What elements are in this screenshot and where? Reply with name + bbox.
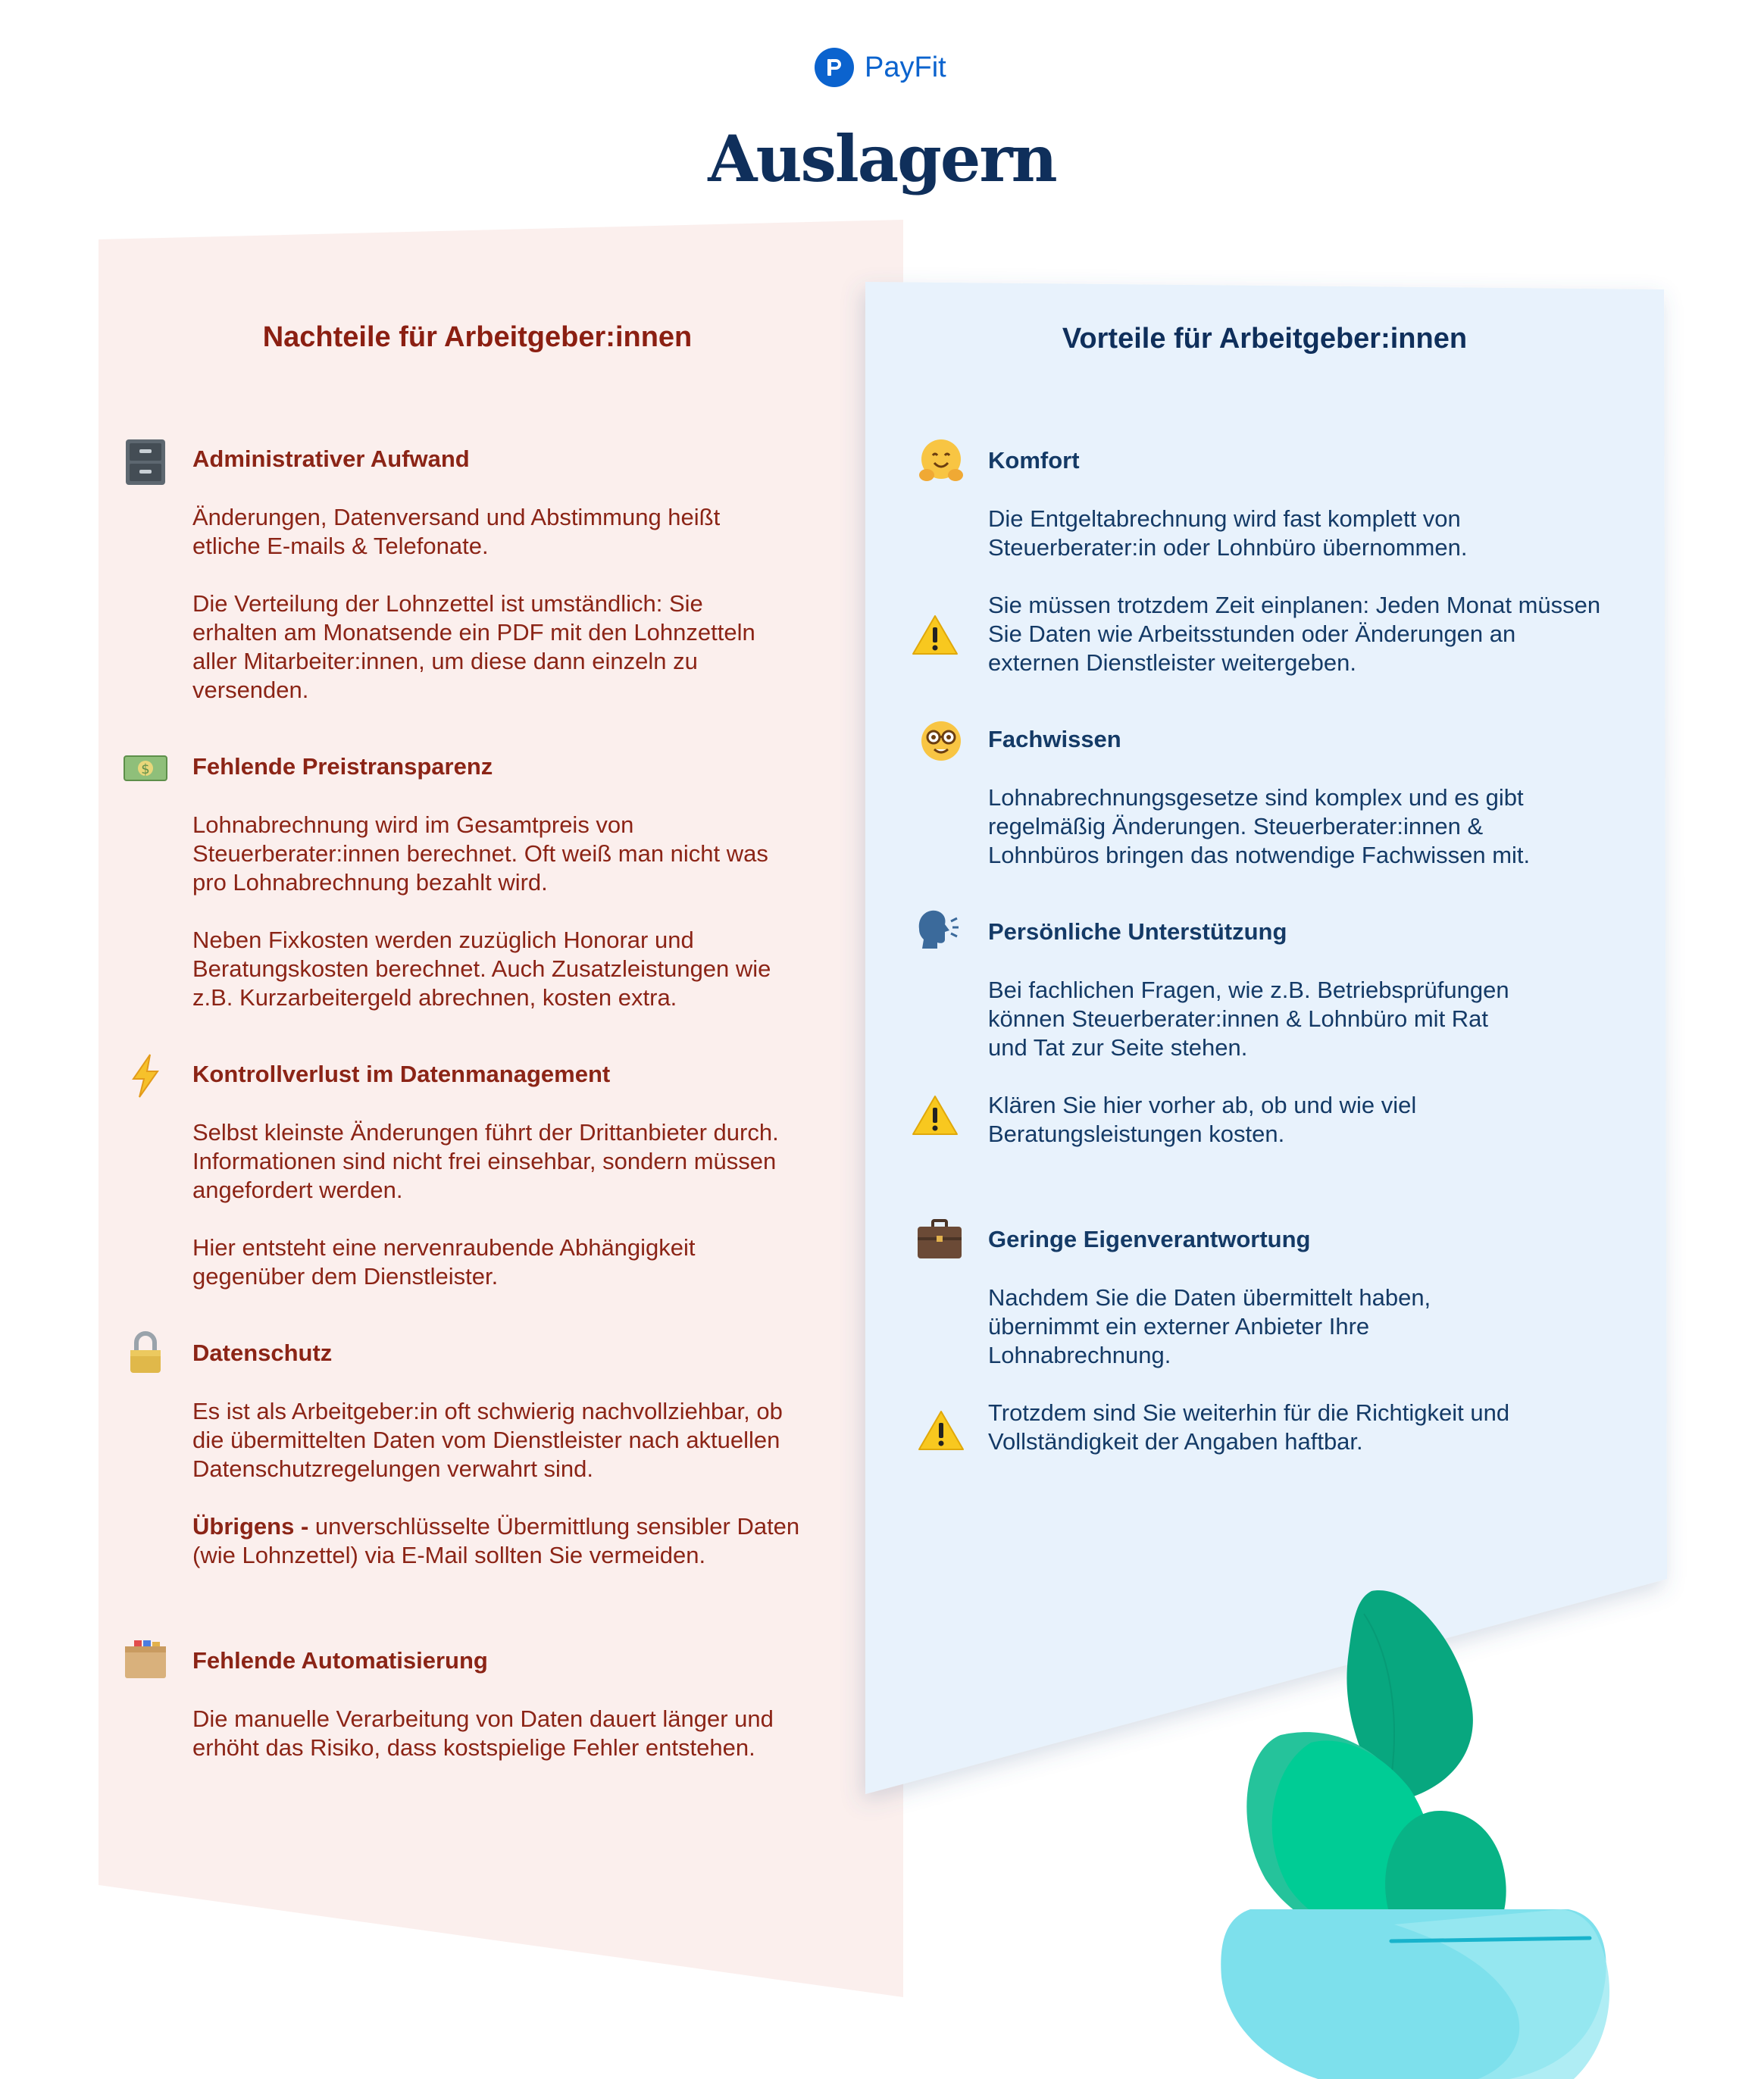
section-text: Hier entsteht eine nervenraubende Abhängigkeit gegenüber dem Dienstleister. bbox=[192, 1234, 696, 1290]
privacy-note-label: Übrigens - bbox=[192, 1513, 309, 1540]
section-heading: Fachwissen bbox=[988, 726, 1121, 752]
right-column-title: Vorteile für Arbeitgeber:innen bbox=[1062, 323, 1468, 355]
section-text: Nachdem Sie die Daten übermittelt haben, übernimmt ein externer Anbieter Ihre Lohnabrechnung. bbox=[988, 1284, 1431, 1368]
section-text: Lohnabrechnungsgesetze sind komplex und es gibt regelmäßig Änderungen. Steuerberater:innen & Lohnbüros bringen das notwendige Fachwissen mit. bbox=[988, 784, 1531, 868]
warning-icon bbox=[911, 611, 959, 659]
section-text: Es ist als Arbeitgeber:in oft schwierig nachvollziehbar, ob die übermittelten Daten vom Dienstleister nach aktuellen Datenschutzregelungen verwahrt sind. bbox=[192, 1398, 783, 1482]
section-heading: Datenschutz bbox=[192, 1340, 333, 1366]
nerd-face-icon bbox=[917, 717, 965, 765]
section-heading: Fehlende Automatisierung bbox=[192, 1647, 488, 1674]
section-text: Selbst kleinste Änderungen führt der Drittanbieter durch. Informationen sind nicht frei einsehbar, sondern müssen angefordert werden. bbox=[192, 1119, 779, 1203]
money-icon bbox=[121, 744, 170, 793]
warning-text: Klären Sie hier vorher ab, ob und wie viel Beratungsleistungen kosten. bbox=[988, 1092, 1417, 1147]
section-text: Die Entgeltabrechnung wird fast komplett von Steuerberater:in oder Lohnbüro übernommen. bbox=[988, 505, 1468, 561]
section-heading: Geringe Eigenverantwortung bbox=[988, 1226, 1311, 1252]
card-box-icon bbox=[121, 1635, 170, 1684]
briefcase-icon bbox=[915, 1215, 964, 1264]
brand-name: PayFit bbox=[865, 51, 946, 83]
payfit-logo-icon bbox=[815, 48, 854, 87]
payfit-logo[interactable] bbox=[815, 47, 946, 88]
section-text: Lohnabrechnung wird im Gesamtpreis von Steuerberater:innen berechnet. Oft weiß man nicht was pro Lohnabrechnung bezahlt wird. bbox=[192, 811, 768, 896]
section-heading: Komfort bbox=[988, 447, 1080, 474]
warning-text: Sie müssen trotzdem Zeit einplanen: Jeden Monat müssen Sie Daten wie Arbeitsstunden oder Änderungen an externen Dienstleister weitergeben. bbox=[988, 592, 1601, 676]
privacy-note bbox=[192, 1512, 806, 1570]
warning-icon bbox=[911, 1091, 959, 1140]
section-text: Bei fachlichen Fragen, wie z.B. Betriebsprüfungen können Steuerberater:innen & Lohnbüro mit Rat und Tat zur Seite stehen. bbox=[988, 977, 1509, 1061]
section-heading: Fehlende Preistransparenz bbox=[192, 753, 493, 780]
section-heading: Administrativer Aufwand bbox=[192, 446, 470, 472]
speaking-head-icon bbox=[912, 905, 961, 953]
hugging-face-icon bbox=[917, 436, 965, 485]
privacy-note-text: unverschlüsselte Übermittlung sensibler Daten (wie Lohnzettel) via E-Mail sollten Sie vermeiden. bbox=[192, 1513, 800, 1568]
left-column-title: Nachteile für Arbeitgeber:innen bbox=[262, 321, 693, 353]
page-title: Auslagern bbox=[708, 121, 1056, 196]
section-text: Neben Fixkosten werden zuzüglich Honorar und Beratungskosten berechnet. Auch Zusatzleistungen wie z.B. Kurzarbeitergeld abrechnen, kosten extra. bbox=[192, 927, 771, 1011]
warning-icon bbox=[917, 1406, 965, 1455]
section-text: Die Verteilung der Lohnzettel ist umständlich: Sie erhalten am Monatsende ein PDF mit den Lohnzetteln aller Mitarbeiter:innen, um diese dann einzeln zu versenden. bbox=[192, 590, 755, 703]
lightning-icon bbox=[121, 1052, 170, 1100]
plant-illustration bbox=[1212, 1583, 1622, 2079]
file-cabinet-icon bbox=[121, 438, 170, 486]
lock-icon bbox=[121, 1329, 170, 1377]
section-text: Änderungen, Datenversand und Abstimmung heißt etliche E-mails & Telefonate. bbox=[192, 504, 721, 559]
warning-text: Trotzdem sind Sie weiterhin für die Richtigkeit und Vollständigkeit der Angaben haftbar. bbox=[988, 1399, 1510, 1455]
section-text: Die manuelle Verarbeitung von Daten dauert länger und erhöht das Risiko, dass kostspielige Fehler entstehen. bbox=[192, 1705, 774, 1761]
svg-text:$: $ bbox=[141, 761, 150, 777]
section-heading: Persönliche Unterstützung bbox=[988, 918, 1287, 945]
section-heading: Kontrollverlust im Datenmanagement bbox=[192, 1061, 611, 1087]
